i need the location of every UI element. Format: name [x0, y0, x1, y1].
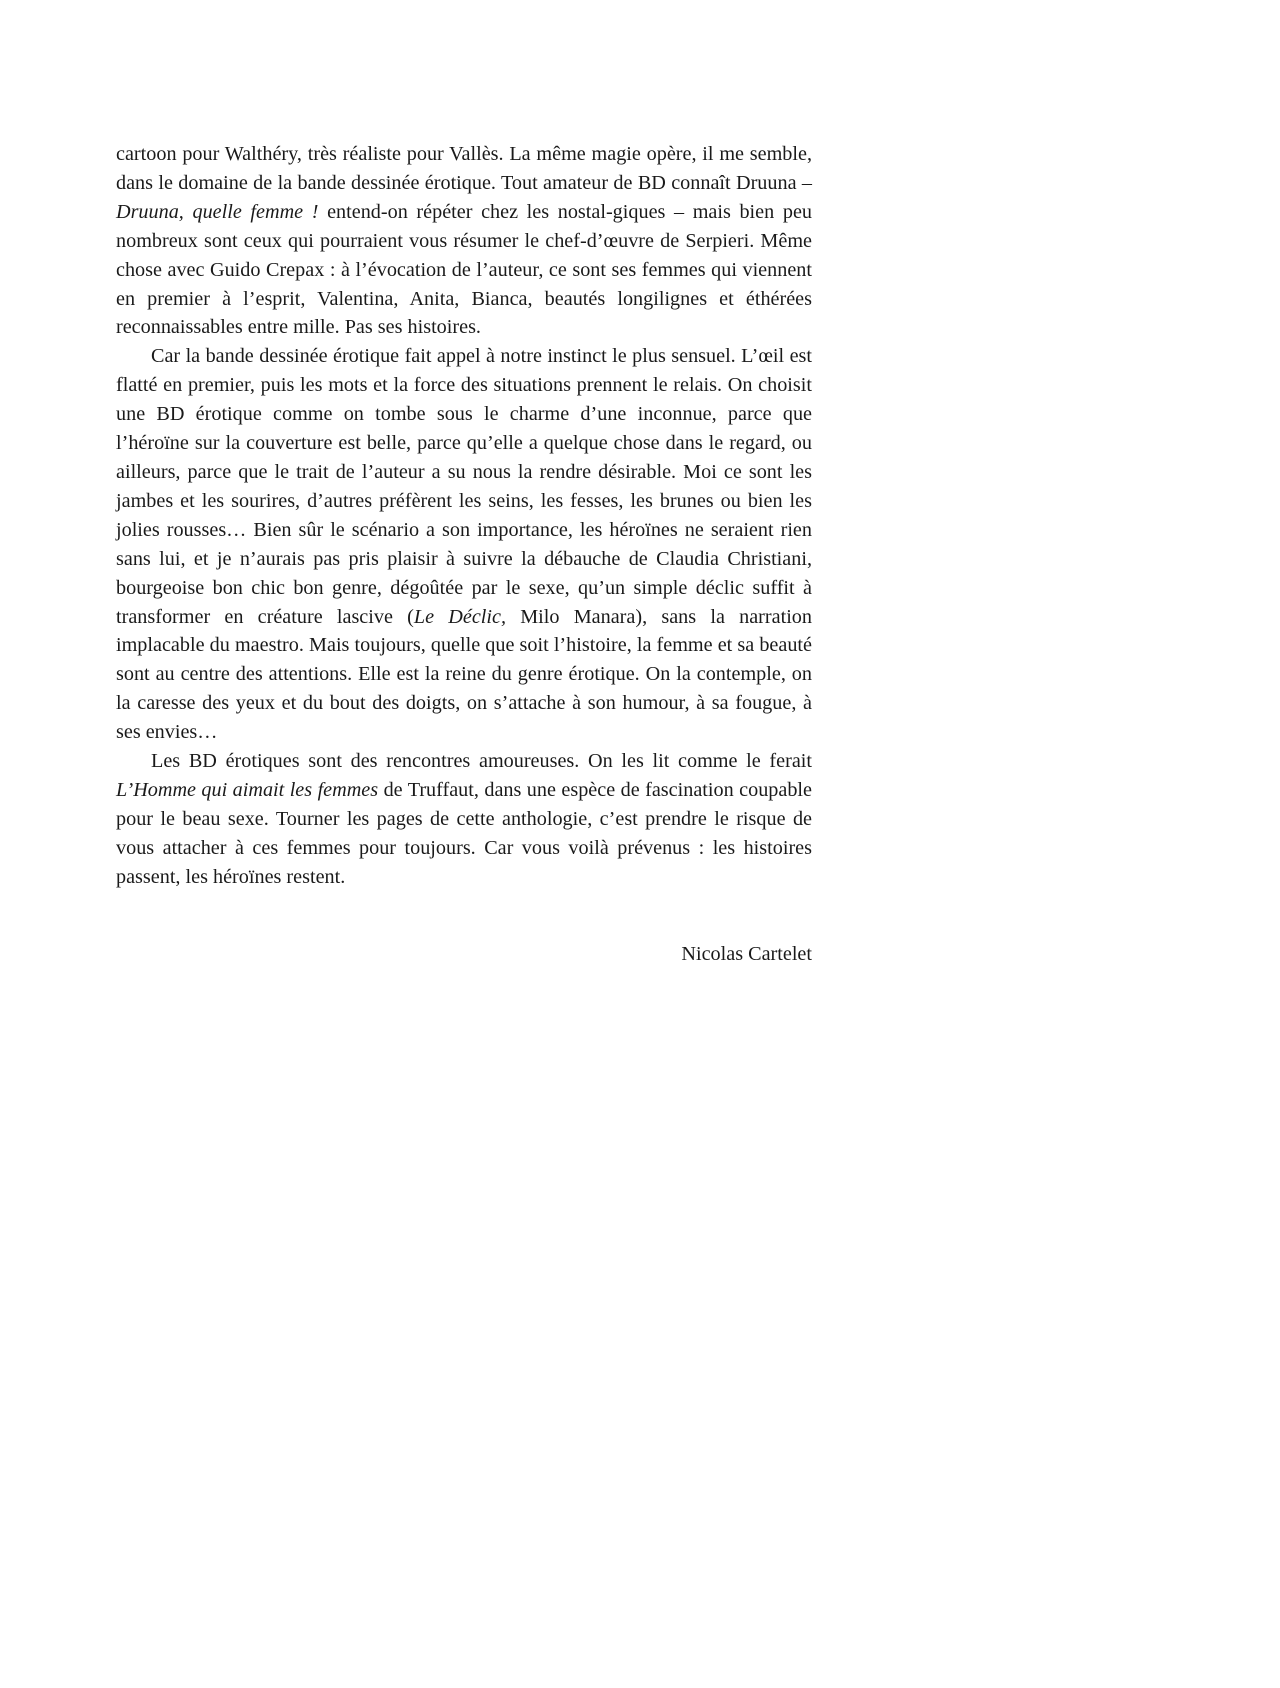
author-signature: Nicolas Cartelet: [681, 943, 812, 965]
paragraph-1-segment-3: entend-on répéter chez les nostal-giques – mais bien peu nombreux sont ceux qui pourraient vous résumer le chef-d’œuvre de Serpieri. Même chose avec Guido Crepax : à l’évocation de l’auteur, ce sont ses femmes qui viennent en premier à l’esprit, Valentina, Anita, Bianca, beautés longilignes et éthérées reconnaissables entre mille. Pas ses histoires.: [116, 200, 812, 339]
body-text: [116, 140, 812, 892]
paragraph-1-italic-title: Druuna, quelle femme !: [116, 200, 319, 223]
paragraph-3: [116, 747, 812, 892]
paragraph-3-segment-3: de Truffaut, dans une espèce de fascination coupable pour le beau sexe. Tourner les pages de cette anthologie, c’est prendre le risque de vous attacher à ces femmes pour toujours. Car vous voilà prévenus : les histoires passent, les héroïnes restent.: [116, 778, 812, 888]
paragraph-1: [116, 140, 812, 342]
paragraph-2-italic-title: Le Déclic,: [413, 605, 507, 628]
paragraph-2: [116, 342, 812, 747]
paragraph-2-segment-1: Car la bande dessinée érotique fait appel à notre instinct le plus sensuel. L’œil est flatté en premier, puis les mots et la force des situations prennent le relais. On choisit une BD érotique comme on tombe sous le charme d’une inconnue, parce que l’héroïne sur la couverture est belle, parce qu’elle a quelque chose dans le regard, ou ailleurs, parce que le trait de l’auteur a su nous la rendre désirable. Moi ce sont les jambes et les sourires, d’autres préfèrent les seins, les fesses, les brunes ou bien les jolies rousses… Bien sûr le scénario a son importance, les héroïnes ne seraient rien sans lui, et je n’aurais pas pris plaisir à suivre la débauche de Claudia Christiani, bourgeoise bon chic bon genre, dégoûtée par le sexe, qu’un simple déclic suffit à transformer en créature lascive (: [116, 345, 812, 628]
paragraph-2-segment-3: Milo Manara), sans la narration implacable du maestro. Mais toujours, quelle que soit l’histoire, la femme et sa beauté sont au centre des attentions. Elle est la reine du genre érotique. On la contemple, on la caresse des yeux et du bout des doigts, on s’attache à son humour, à sa fougue, à ses envies…: [116, 605, 812, 744]
paragraph-1-segment-1: cartoon pour Walthéry, très réaliste pour Vallès. La même magie opère, il me semble, dans le domaine de la bande dessinée érotique. Tout amateur de BD connaît Druuna –: [116, 143, 812, 194]
paragraph-3-italic-title: L’Homme qui aimait les femmes: [116, 778, 379, 801]
paragraph-3-segment-1: Les BD érotiques sont des rencontres amoureuses. On les lit comme le ferait: [151, 750, 812, 773]
